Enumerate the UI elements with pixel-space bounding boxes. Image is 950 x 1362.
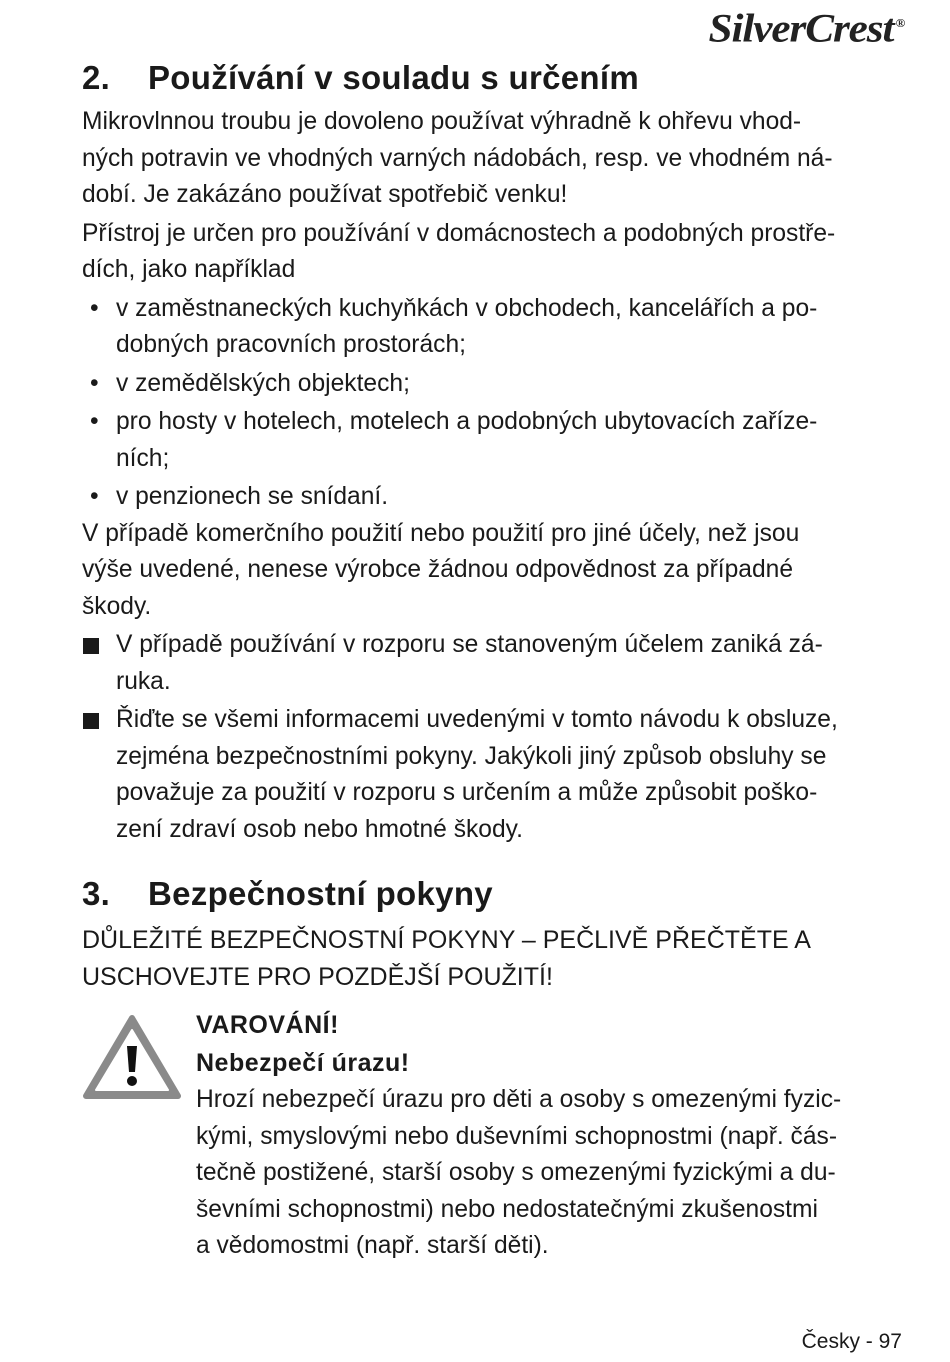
text-line: dích, jako například (82, 256, 296, 283)
bullet-icon: • (90, 483, 99, 510)
notes-list (82, 627, 902, 848)
text-line: V případě komerčního použití nebo použití pro jiné účely, než jsou (82, 519, 800, 547)
registered-mark: ® (895, 16, 904, 30)
text-line: výše uvedené, nenese výrobce žádnou odpovědnost za případné (82, 556, 793, 583)
text-line: DŮLEŽITÉ BEZPEČNOSTNÍ POKYNY – PEČLIVĚ PŘEČTĚTE A (82, 926, 811, 954)
text-line: pro hosty v hotelech, motelech a podobných ubytovacích zaříze- (116, 408, 818, 435)
square-bullet-icon (83, 638, 99, 654)
section-3-title: Bezpečnostní pokyny (148, 875, 493, 912)
text-line: Přístroj je určen pro používání v domácnostech a podobných prostře- (82, 219, 836, 247)
text-line: V případě používání v rozporu se stanoveným účelem zaniká zá- (116, 631, 823, 658)
text-line: kými, smyslovými nebo duševními schopnostmi (např. čás- (196, 1122, 838, 1150)
text-line: Řiďte se všemi informacemi uvedenými v tomto návodu k obsluze, (116, 706, 838, 733)
warning-triangle-icon (82, 1014, 182, 1265)
page-number: Česky - 97 (801, 1330, 902, 1353)
section-2-heading (82, 56, 902, 100)
brand-logo-text: SilverCrest (708, 5, 894, 51)
brand-logo (708, 0, 904, 51)
square-bullet-icon (83, 713, 99, 729)
bullet-icon: • (90, 294, 99, 322)
list-item (82, 291, 902, 364)
text-line: v zaměstnaneckých kuchyňkách v obchodech, kancelářích a po- (116, 294, 818, 322)
text-line: v zemědělských objektech; (116, 369, 410, 397)
note-item (82, 702, 902, 848)
text-line: v penzionech se snídaní. (116, 483, 389, 510)
list-item (82, 404, 902, 477)
text-line: ních; (116, 444, 170, 472)
page-content (82, 56, 902, 1265)
warning-text (196, 1082, 902, 1265)
intended-use-paragraph (82, 104, 902, 214)
text-line: Mikrovlnnou troubu je dovoleno používat výhradně k ohřevu vhod- (82, 108, 802, 135)
important-safety-notice (82, 922, 902, 996)
text-line: dobí. Je zakázáno používat spotřebič venku! (82, 181, 568, 208)
usage-environments-list (82, 291, 902, 516)
bullet-icon: • (90, 408, 99, 435)
text-line: zení zdraví osob nebo hmotné škody. (116, 815, 523, 843)
warning-subtitle: Nebezpečí úrazu! (196, 1049, 410, 1077)
note-item (82, 627, 902, 700)
text-line: dobných pracovních prostorách; (116, 331, 466, 358)
text-line: ruka. (116, 667, 171, 695)
bullet-icon: • (90, 369, 99, 397)
household-use-paragraph (82, 216, 902, 289)
text-line: ných potravin ve vhodných varných nádobách, resp. ve vhodném ná- (82, 144, 833, 172)
section-3-heading (82, 872, 902, 916)
section-2-title: Používání v souladu s určením (148, 59, 639, 96)
text-line: tečně postižené, starší osoby s omezenými fyzickými a du- (196, 1159, 836, 1186)
warning-title: VAROVÁNÍ! (196, 1011, 339, 1039)
text-line: škody. (82, 592, 152, 620)
warning-body (196, 1006, 902, 1265)
text-line: Hrozí nebezpečí úrazu pro děti a osoby s omezenými fyzic- (196, 1086, 842, 1113)
list-item (82, 479, 902, 516)
text-line: USCHOVEJTE PRO POZDĚJŠÍ POUŽITÍ! (82, 963, 553, 991)
text-line: a vědomostmi (např. starší děti). (196, 1232, 549, 1259)
text-line: ševními schopnostmi) nebo nedostatečnými zkušenostmi (196, 1195, 818, 1223)
text-line: zejména bezpečnostními pokyny. Jakýkoli jiný způsob obsluhy se (116, 742, 827, 770)
section-2-number: 2. (82, 59, 111, 96)
list-item (82, 366, 902, 403)
section-3-number: 3. (82, 875, 111, 912)
text-line: považuje za použití v rozporu s určením a může způsobit poško- (116, 779, 818, 806)
warning-block (82, 1006, 902, 1265)
commercial-use-paragraph (82, 516, 902, 626)
